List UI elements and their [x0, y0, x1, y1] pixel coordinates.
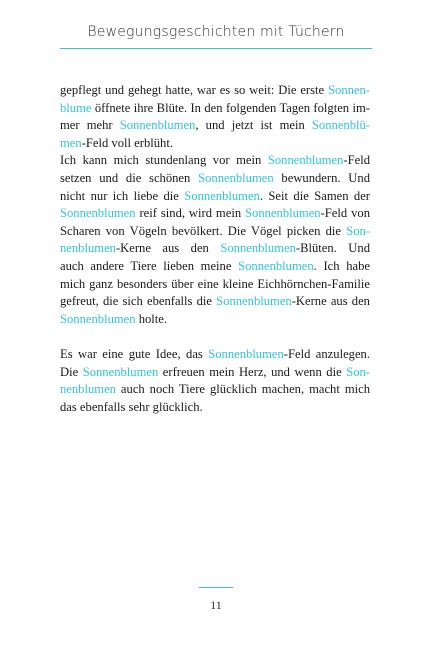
text-line [60, 117, 370, 135]
text-segment: -Feld anzulegen. [283, 346, 370, 361]
text-line [60, 100, 370, 118]
highlighted-word: blume [60, 100, 92, 115]
text-segment: mich ganz besonders über eine kleine Eichhörnchen-Familie [60, 276, 370, 291]
footer-rule [199, 587, 233, 588]
text-segment: -Feld von [320, 206, 370, 221]
paragraph [60, 346, 370, 416]
text-segment: gepflegt und gehegt hatte, war es so weit: Die erste [60, 83, 329, 97]
text-line [60, 240, 370, 258]
text-segment: Es war eine gute Idee, das [60, 346, 209, 361]
running-header-title: Bewegungsgeschichten mit Tüchern [87, 24, 345, 40]
highlighted-word: Sonnenblumen [208, 346, 284, 361]
text-segment: auch andere Tiere lieben meine [60, 258, 239, 273]
page-number: 11 [210, 598, 222, 612]
highlighted-word: Sonnen- [328, 83, 370, 97]
text-line [60, 346, 370, 364]
text-segment: , und jetzt ist mein [195, 118, 312, 133]
highlighted-word: nenblumen [60, 241, 116, 256]
text-line [60, 223, 370, 241]
text-segment: öffnete ihre Blüte. In den folgenden Tagen folgten im- [91, 100, 370, 115]
text-segment: erfreuen mein Herz, und wenn die [158, 364, 347, 379]
highlighted-word: Sonnenblumen [220, 241, 296, 256]
text-segment: -Feld voll erblüht. [81, 135, 173, 150]
text-segment: das ebenfalls sehr glücklich. [60, 399, 203, 414]
highlighted-word: Sonnenblü- [311, 118, 370, 133]
text-segment: -Kerne aus den [115, 241, 221, 256]
text-line [60, 276, 370, 294]
text-segment: -Kerne aus den [291, 294, 370, 309]
text-line [60, 170, 370, 188]
text-line [60, 152, 370, 170]
text-line [60, 205, 370, 223]
text-segment: Ich kann mich stundenlang vor mein [60, 153, 268, 168]
text-line [60, 258, 370, 276]
text-line [60, 311, 370, 329]
highlighted-word: men [60, 135, 82, 150]
text-segment: Die [60, 364, 83, 379]
paragraph [60, 82, 370, 152]
highlighted-word: Sonnenblumen [60, 311, 136, 326]
highlighted-word: nenblumen [60, 382, 116, 397]
text-segment: -Blüten. Und [295, 241, 370, 256]
text-segment: holte. [135, 311, 168, 326]
text-line [60, 293, 370, 311]
text-segment: reif sind, wird mein [135, 206, 246, 221]
text-segment: mer mehr [60, 118, 120, 133]
text-segment: bewundern. Und [273, 170, 370, 185]
highlighted-word: Sonnenblumen [245, 206, 321, 221]
text-line [60, 399, 370, 417]
highlighted-word: Sonnenblumen [82, 364, 159, 379]
text-line [60, 188, 370, 206]
text-line [60, 381, 370, 399]
highlighted-word: Sonnenblumen [184, 188, 260, 203]
text-line [60, 135, 370, 153]
paragraph [60, 152, 370, 328]
highlighted-word: Sonnenblumen [238, 258, 314, 273]
text-segment: -Feld [343, 153, 370, 168]
text-segment: . Ich habe [313, 258, 370, 273]
text-segment: . Seit die Samen der [259, 188, 370, 203]
highlighted-word: Son- [346, 364, 370, 379]
highlighted-word: Sonnenblumen [198, 170, 274, 185]
highlighted-word: Son- [346, 223, 370, 238]
highlighted-word: Sonnenblumen [119, 118, 196, 133]
page-footer [0, 587, 432, 614]
text-segment: Scharen von Vögeln bevölkert. Die Vögel picken die [60, 223, 347, 238]
highlighted-word: Sonnenblumen [267, 153, 344, 168]
body-text [60, 82, 370, 416]
text-line [60, 82, 370, 100]
text-segment: auch noch Tiere glücklich machen, macht mich [115, 382, 370, 397]
highlighted-word: Sonnenblumen [60, 206, 136, 221]
text-segment: nicht nur ich liebe die [60, 188, 185, 203]
text-line [60, 364, 370, 382]
text-segment: setzen und die schönen [60, 170, 199, 185]
text-segment: gefreut, die sich ebenfalls die [60, 294, 217, 309]
highlighted-word: Sonnenblumen [216, 294, 292, 309]
running-header [60, 22, 372, 49]
